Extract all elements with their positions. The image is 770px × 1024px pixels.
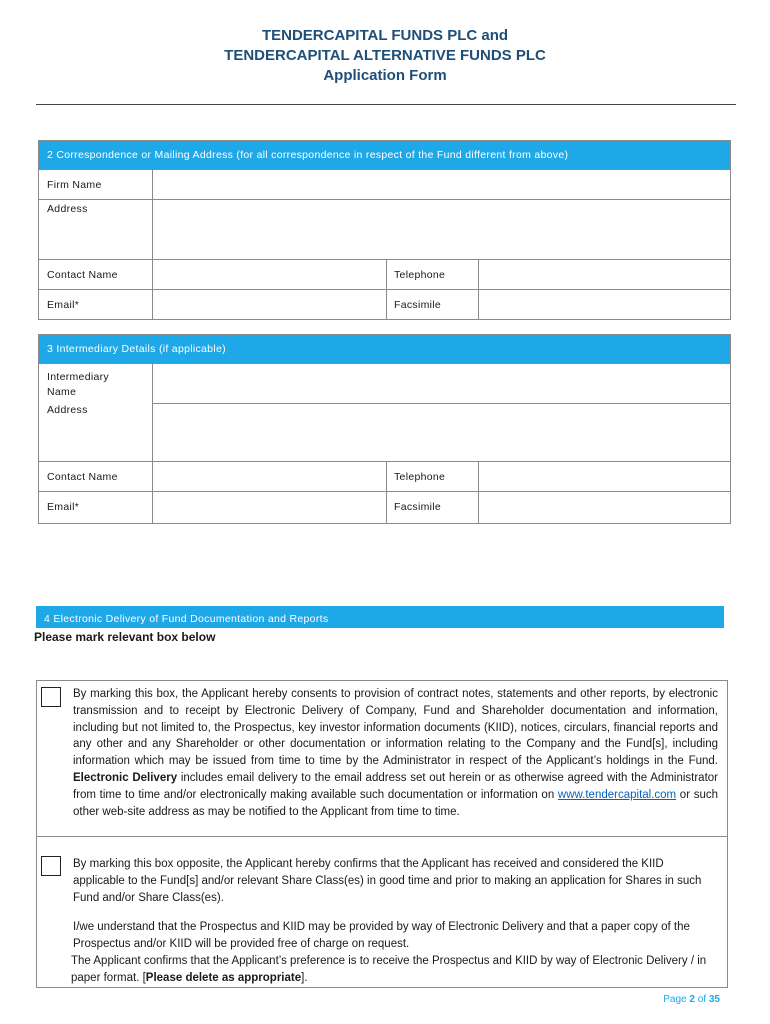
intermediary-facsimile-label: Facsimile: [394, 501, 442, 513]
title-line-3: Application Form: [323, 67, 447, 84]
instruction-text: Please mark relevant box below: [34, 630, 216, 644]
intermediary-address-row: [39, 403, 730, 461]
intermediary-address-field[interactable]: [153, 403, 730, 461]
title-line-1: TENDERCAPITAL FUNDS PLC and: [261, 27, 509, 44]
section-correspondence-address: [38, 140, 731, 320]
contact-name-field[interactable]: [153, 260, 386, 289]
kiid-confirmation-checkbox[interactable]: [41, 856, 61, 876]
telephone-field[interactable]: [479, 260, 730, 289]
firm-name-label: Firm Name: [47, 179, 102, 191]
intermediary-email-label: Email*: [47, 501, 80, 513]
firm-name-row: [39, 169, 730, 199]
section2-heading: 2 Correspondence or Mailing Address (for all correspondence in respect of the Fund different from above): [39, 141, 730, 169]
page-title: [0, 26, 770, 86]
email-row: [39, 289, 730, 319]
section4-heading: 4 Electronic Delivery of Fund Documentation and Reports: [36, 606, 724, 628]
intermediary-telephone-field[interactable]: [479, 462, 730, 491]
address-field[interactable]: [153, 200, 730, 259]
intermediary-email-row: [39, 491, 730, 523]
intermediary-contact-name-label: Contact Name: [47, 471, 118, 483]
electronic-delivery-text: By marking this box, the Applicant hereby consents to provision of contract notes, statements and other reports, by electronic transmission and to receipt by Electronic Delivery of Company, Fund and Shareholder documentation and information, including but not limited to, the Prospectus, key investor information documents (KIID), notices, circulars, financial reports and any other and any Shareholder or other documentation or information relating to the Company and the Fund[s], including information which may be issued from time to time by the Administrator in respect of the Applicant’s holdings in the Fund. Electronic Delivery includes email delivery to the email address set out herein or as otherwise agreed with the Administrator from time to time and/or electronically making available such documentation or information on www.tendercapital.com or such other web-site address as may be notified to the Applicant from time to time.: [73, 688, 718, 818]
electronic-delivery-checkbox[interactable]: [41, 687, 61, 707]
intermediary-address-label: Address: [47, 404, 88, 416]
prospectus-delivery-text: I/we understand that the Prospectus and KIID may be provided by way of Electronic Delivery and that a paper copy of the Prospectus and/or KIID will be provided free of charge on request.: [73, 921, 690, 950]
intermediary-email-field[interactable]: [153, 492, 386, 523]
contact-row: [39, 259, 730, 289]
title-line-2: TENDERCAPITAL ALTERNATIVE FUNDS PLC: [224, 47, 546, 64]
intermediary-facsimile-field[interactable]: [479, 492, 730, 523]
consent-divider: [37, 836, 727, 837]
intermediary-name-field[interactable]: [153, 364, 730, 403]
section3-heading: 3 Intermediary Details (if applicable): [39, 335, 730, 363]
email-field[interactable]: [153, 290, 386, 319]
email-label: Email*: [47, 299, 80, 311]
contact-name-label: Contact Name: [47, 269, 118, 281]
address-label: Address: [47, 203, 88, 215]
intermediary-telephone-label: Telephone: [394, 471, 446, 483]
facsimile-field[interactable]: [479, 290, 730, 319]
intermediary-name-label: Intermediary Name: [47, 371, 109, 398]
intermediary-contact-row: [39, 461, 730, 491]
tendercapital-link[interactable]: www.tendercapital.com: [557, 788, 677, 801]
intermediary-name-row: [39, 363, 730, 403]
intermediary-contact-name-field[interactable]: [153, 462, 386, 491]
firm-name-field[interactable]: [153, 170, 730, 199]
consent-options: [36, 680, 728, 988]
delivery-preference-text: The Applicant confirms that the Applicant’s preference is to receive the Prospectus and KIID by way of Electronic Delivery / in paper format. [Please delete as appropriate].: [71, 955, 707, 984]
telephone-label: Telephone: [394, 269, 446, 281]
facsimile-label: Facsimile: [394, 299, 442, 311]
header-rule: [36, 104, 736, 105]
section-intermediary-details: [38, 334, 731, 524]
page-number: Page 2 of 35: [663, 994, 720, 1005]
address-row: [39, 199, 730, 259]
kiid-confirmation-text: By marking this box opposite, the Applicant hereby confirms that the Applicant has received and considered the KIID applicable to the Fund[s] and/or relevant Share Class(es) in good time and prior to making an application for Shares in such Fund and/or Share Class(es).: [73, 858, 702, 904]
